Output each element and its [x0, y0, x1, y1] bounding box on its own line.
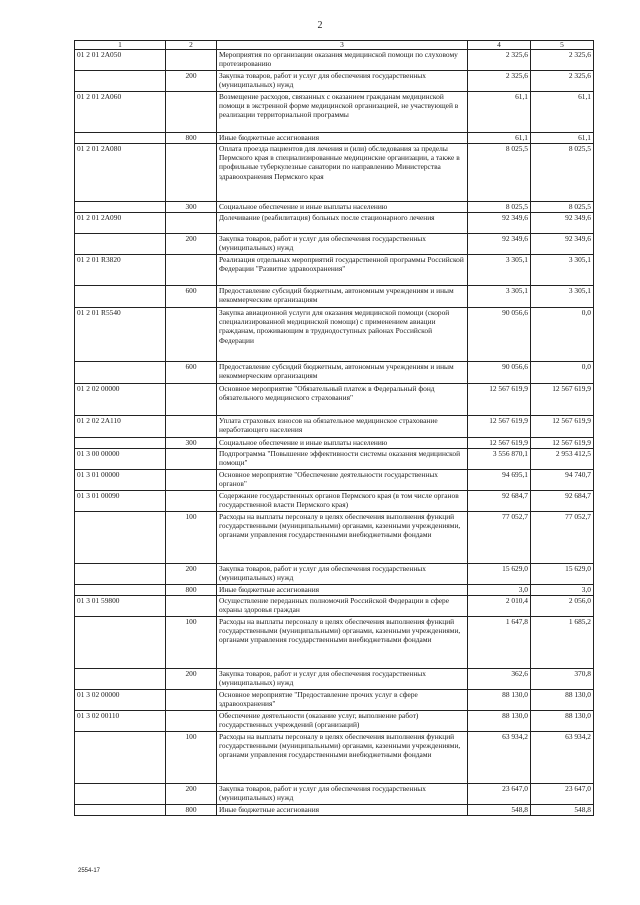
- row-name: Возмещение расходов, связанных с оказанием гражданам медицинской помощи в экстренной форме медицинской организацией, не участвующей в реализации территориальной программы: [217, 92, 468, 133]
- row-expense-type: 100: [166, 617, 217, 669]
- row-expense-type: 300: [166, 438, 217, 449]
- table-row: [75, 512, 594, 564]
- row-amount-col5: 88 130,0: [531, 690, 594, 711]
- row-expense-type: [166, 255, 217, 286]
- row-amount-col5: 1 685,2: [531, 617, 594, 669]
- row-code: [75, 732, 166, 784]
- row-code: [75, 438, 166, 449]
- row-amount-col4: 92 684,7: [468, 491, 531, 512]
- table-row: [75, 805, 594, 816]
- row-amount-col5: 3 305,1: [531, 286, 594, 308]
- row-amount-col4: 2 325,6: [468, 50, 531, 71]
- row-expense-type: [166, 470, 217, 491]
- row-code: [75, 564, 166, 585]
- row-amount-col4: 90 056,6: [468, 308, 531, 362]
- row-amount-col4: 90 056,6: [468, 362, 531, 384]
- row-name: Закупка товаров, работ и услуг для обеспечения государственных (муниципальных) нужд: [217, 564, 468, 585]
- table-row: [75, 50, 594, 71]
- row-code: 01 2 01 R3820: [75, 255, 166, 286]
- column-header-2: 2: [166, 41, 217, 50]
- row-name: Основное мероприятие "Обязательный платеж в Федеральный фонд обязательного медицинского страхования": [217, 384, 468, 416]
- row-name: Иные бюджетные ассигнования: [217, 133, 468, 144]
- row-expense-type: [166, 416, 217, 438]
- table-row: [75, 133, 594, 144]
- row-expense-type: [166, 384, 217, 416]
- table-row: [75, 416, 594, 438]
- row-amount-col5: 92 349,6: [531, 234, 594, 255]
- row-amount-col5: 94 740,7: [531, 470, 594, 491]
- row-name: Расходы на выплаты персоналу в целях обеспечения выполнения функций государственными (муниципальными) органами, казенными учреждениями, органами управления государственными внебюджетными фондами: [217, 617, 468, 669]
- row-amount-col5: 61,1: [531, 133, 594, 144]
- row-expense-type: [166, 213, 217, 234]
- row-code: 01 3 02 00000: [75, 690, 166, 711]
- row-amount-col4: 23 647,0: [468, 784, 531, 805]
- row-amount-col5: 8 025,5: [531, 144, 594, 202]
- page-number: 2: [317, 20, 323, 31]
- row-name: Закупка товаров, работ и услуг для обеспечения государственных (муниципальных) нужд: [217, 71, 468, 92]
- row-code: 01 2 01 2А090: [75, 213, 166, 234]
- row-amount-col4: 3 305,1: [468, 255, 531, 286]
- row-code: [75, 617, 166, 669]
- row-name: Социальное обеспечение и иные выплаты населению: [217, 202, 468, 213]
- row-code: 01 2 02 2А110: [75, 416, 166, 438]
- column-header-row: [75, 41, 594, 50]
- row-name: Предоставление субсидий бюджетным, автономным учреждениям и иным некоммерческим организациям: [217, 362, 468, 384]
- column-header-3: 3: [217, 41, 468, 50]
- row-code: 01 3 01 00000: [75, 470, 166, 491]
- row-code: [75, 202, 166, 213]
- table-row: [75, 144, 594, 202]
- row-amount-col4: 2 010,4: [468, 596, 531, 617]
- row-name: Расходы на выплаты персоналу в целях обеспечения выполнения функций государственными (муниципальными) органами, казенными учреждениями, органами управления государственными внебюджетными фондами: [217, 732, 468, 784]
- row-amount-col4: 88 130,0: [468, 690, 531, 711]
- row-code: [75, 234, 166, 255]
- row-code: [75, 805, 166, 816]
- row-amount-col4: 548,8: [468, 805, 531, 816]
- row-expense-type: 100: [166, 732, 217, 784]
- row-amount-col5: 92 349,6: [531, 213, 594, 234]
- row-expense-type: [166, 690, 217, 711]
- table-row: [75, 690, 594, 711]
- row-amount-col4: 3 305,1: [468, 286, 531, 308]
- table-row: [75, 92, 594, 133]
- row-name: Долечивание (реабилитация) больных после стационарного лечения: [217, 213, 468, 234]
- row-code: [75, 133, 166, 144]
- row-amount-col4: 94 695,1: [468, 470, 531, 491]
- row-amount-col5: 63 934,2: [531, 732, 594, 784]
- row-amount-col4: 12 567 619,9: [468, 438, 531, 449]
- row-code: [75, 784, 166, 805]
- budget-table: [74, 40, 594, 816]
- row-amount-col5: 3 305,1: [531, 255, 594, 286]
- table-row: [75, 308, 594, 362]
- row-name: Осуществление переданных полномочий Российской Федерации в сфере охраны здоровья граждан: [217, 596, 468, 617]
- row-name: Иные бюджетные ассигнования: [217, 805, 468, 816]
- table-row: [75, 438, 594, 449]
- row-amount-col5: 2 056,0: [531, 596, 594, 617]
- row-name: Закупка товаров, работ и услуг для обеспечения государственных (муниципальных) нужд: [217, 234, 468, 255]
- row-amount-col4: 1 647,8: [468, 617, 531, 669]
- row-expense-type: 200: [166, 234, 217, 255]
- table-row: [75, 596, 594, 617]
- column-header-1: 1: [75, 41, 166, 50]
- row-expense-type: 800: [166, 585, 217, 596]
- row-amount-col5: 12 567 619,9: [531, 416, 594, 438]
- row-amount-col5: 370,8: [531, 669, 594, 690]
- row-amount-col5: 0,0: [531, 308, 594, 362]
- row-name: Подпрограмма "Повышение эффективности системы оказания медицинской помощи": [217, 449, 468, 470]
- row-expense-type: [166, 449, 217, 470]
- row-code: 01 2 02 00000: [75, 384, 166, 416]
- row-amount-col5: 12 567 619,9: [531, 384, 594, 416]
- row-name: Мероприятия по организации оказания медицинской помощи по слуховому протезированию: [217, 50, 468, 71]
- table-row: [75, 286, 594, 308]
- row-code: 01 2 01 2А060: [75, 92, 166, 133]
- row-amount-col5: 12 567 619,9: [531, 438, 594, 449]
- row-name: Закупка товаров, работ и услуг для обеспечения государственных (муниципальных) нужд: [217, 784, 468, 805]
- row-amount-col4: 12 567 619,9: [468, 416, 531, 438]
- table-row: [75, 384, 594, 416]
- row-code: 01 2 01 2А050: [75, 50, 166, 71]
- table-row: [75, 71, 594, 92]
- row-name: Социальное обеспечение и иные выплаты населению: [217, 438, 468, 449]
- row-expense-type: 600: [166, 362, 217, 384]
- footer-document-code: 2554-17: [78, 868, 101, 874]
- table-row: [75, 491, 594, 512]
- row-name: Оплата проезда пациентов для лечения и (или) обследования за пределы Пермского края в специализированные медицинские организации, а также в профильные туберкулезные санатории по направлению Министерства здравоохранения Пермского края: [217, 144, 468, 202]
- row-name: Реализация отдельных мероприятий государственной программы Российской Федерации "Развитие здравоохранения": [217, 255, 468, 286]
- row-amount-col4: 77 052,7: [468, 512, 531, 564]
- column-header-4: 4: [468, 41, 531, 50]
- row-code: [75, 512, 166, 564]
- row-amount-col5: 3,0: [531, 585, 594, 596]
- table-row: [75, 255, 594, 286]
- row-amount-col4: 12 567 619,9: [468, 384, 531, 416]
- row-name: Уплата страховых взносов на обязательное медицинское страхование неработающего населения: [217, 416, 468, 438]
- row-amount-col5: 8 025,5: [531, 202, 594, 213]
- row-expense-type: [166, 491, 217, 512]
- table-row: [75, 617, 594, 669]
- row-expense-type: [166, 711, 217, 732]
- row-expense-type: 300: [166, 202, 217, 213]
- row-name: Закупка авиационной услуги для оказания медицинской помощи (скорой специализированной медицинской помощи) с применением авиации гражданам, проживающим в труднодоступных районах Российской Федерации: [217, 308, 468, 362]
- row-code: [75, 669, 166, 690]
- row-code: [75, 362, 166, 384]
- row-code: 01 2 01 R5540: [75, 308, 166, 362]
- table-row: [75, 784, 594, 805]
- row-name: Иные бюджетные ассигнования: [217, 585, 468, 596]
- table-row: [75, 470, 594, 491]
- row-amount-col4: 3,0: [468, 585, 531, 596]
- row-expense-type: [166, 596, 217, 617]
- row-name: Обеспечение деятельности (оказание услуг, выполнение работ) государственных учреждений (организаций): [217, 711, 468, 732]
- row-amount-col4: 2 325,6: [468, 71, 531, 92]
- row-expense-type: 600: [166, 286, 217, 308]
- row-code: [75, 585, 166, 596]
- row-expense-type: 800: [166, 133, 217, 144]
- row-amount-col4: 88 130,0: [468, 711, 531, 732]
- table-row: [75, 711, 594, 732]
- row-expense-type: 800: [166, 805, 217, 816]
- row-amount-col4: 61,1: [468, 92, 531, 133]
- row-name: Основное мероприятие "Обеспечение деятельности государственных органов": [217, 470, 468, 491]
- column-header-5: 5: [531, 41, 594, 50]
- row-name: Основное мероприятие "Предоставление прочих услуг в сфере здравоохранения": [217, 690, 468, 711]
- row-expense-type: 200: [166, 784, 217, 805]
- row-amount-col5: 77 052,7: [531, 512, 594, 564]
- row-expense-type: [166, 308, 217, 362]
- row-amount-col4: 92 349,6: [468, 213, 531, 234]
- row-code: 01 3 01 00090: [75, 491, 166, 512]
- row-amount-col5: 2 325,6: [531, 71, 594, 92]
- row-expense-type: [166, 50, 217, 71]
- row-amount-col4: 63 934,2: [468, 732, 531, 784]
- row-name: Закупка товаров, работ и услуг для обеспечения государственных (муниципальных) нужд: [217, 669, 468, 690]
- table-row: [75, 202, 594, 213]
- row-name: Расходы на выплаты персоналу в целях обеспечения выполнения функций государственными (муниципальными) органами, казенными учреждениями, органами управления государственными внебюджетными фондами: [217, 512, 468, 564]
- row-amount-col5: 23 647,0: [531, 784, 594, 805]
- row-expense-type: [166, 144, 217, 202]
- row-code: 01 3 00 00000: [75, 449, 166, 470]
- row-amount-col4: 15 629,0: [468, 564, 531, 585]
- row-amount-col4: 8 025,5: [468, 144, 531, 202]
- row-amount-col4: 3 556 870,1: [468, 449, 531, 470]
- row-amount-col5: 548,8: [531, 805, 594, 816]
- row-amount-col5: 2 953 412,5: [531, 449, 594, 470]
- row-code: 01 3 02 00110: [75, 711, 166, 732]
- row-name: Предоставление субсидий бюджетным, автономным учреждениям и иным некоммерческим организациям: [217, 286, 468, 308]
- row-amount-col5: 61,1: [531, 92, 594, 133]
- row-name: Содержание государственных органов Пермского края (в том числе органов государственной власти Пермского края): [217, 491, 468, 512]
- budget-table-body: [75, 41, 594, 816]
- row-code: 01 3 01 59800: [75, 596, 166, 617]
- table-row: [75, 449, 594, 470]
- table-row: [75, 213, 594, 234]
- row-expense-type: 200: [166, 71, 217, 92]
- row-amount-col5: 92 684,7: [531, 491, 594, 512]
- row-expense-type: 100: [166, 512, 217, 564]
- row-amount-col4: 362,6: [468, 669, 531, 690]
- row-amount-col5: 88 130,0: [531, 711, 594, 732]
- row-expense-type: 200: [166, 564, 217, 585]
- row-expense-type: [166, 92, 217, 133]
- table-row: [75, 585, 594, 596]
- table-row: [75, 362, 594, 384]
- row-code: [75, 71, 166, 92]
- table-row: [75, 234, 594, 255]
- row-amount-col5: 15 629,0: [531, 564, 594, 585]
- table-row: [75, 732, 594, 784]
- row-code: 01 2 01 2А080: [75, 144, 166, 202]
- row-amount-col4: 8 025,5: [468, 202, 531, 213]
- table-row: [75, 669, 594, 690]
- row-code: [75, 286, 166, 308]
- row-amount-col4: 61,1: [468, 133, 531, 144]
- row-amount-col4: 92 349,6: [468, 234, 531, 255]
- table-row: [75, 564, 594, 585]
- row-amount-col5: 2 325,6: [531, 50, 594, 71]
- row-amount-col5: 0,0: [531, 362, 594, 384]
- row-expense-type: 200: [166, 669, 217, 690]
